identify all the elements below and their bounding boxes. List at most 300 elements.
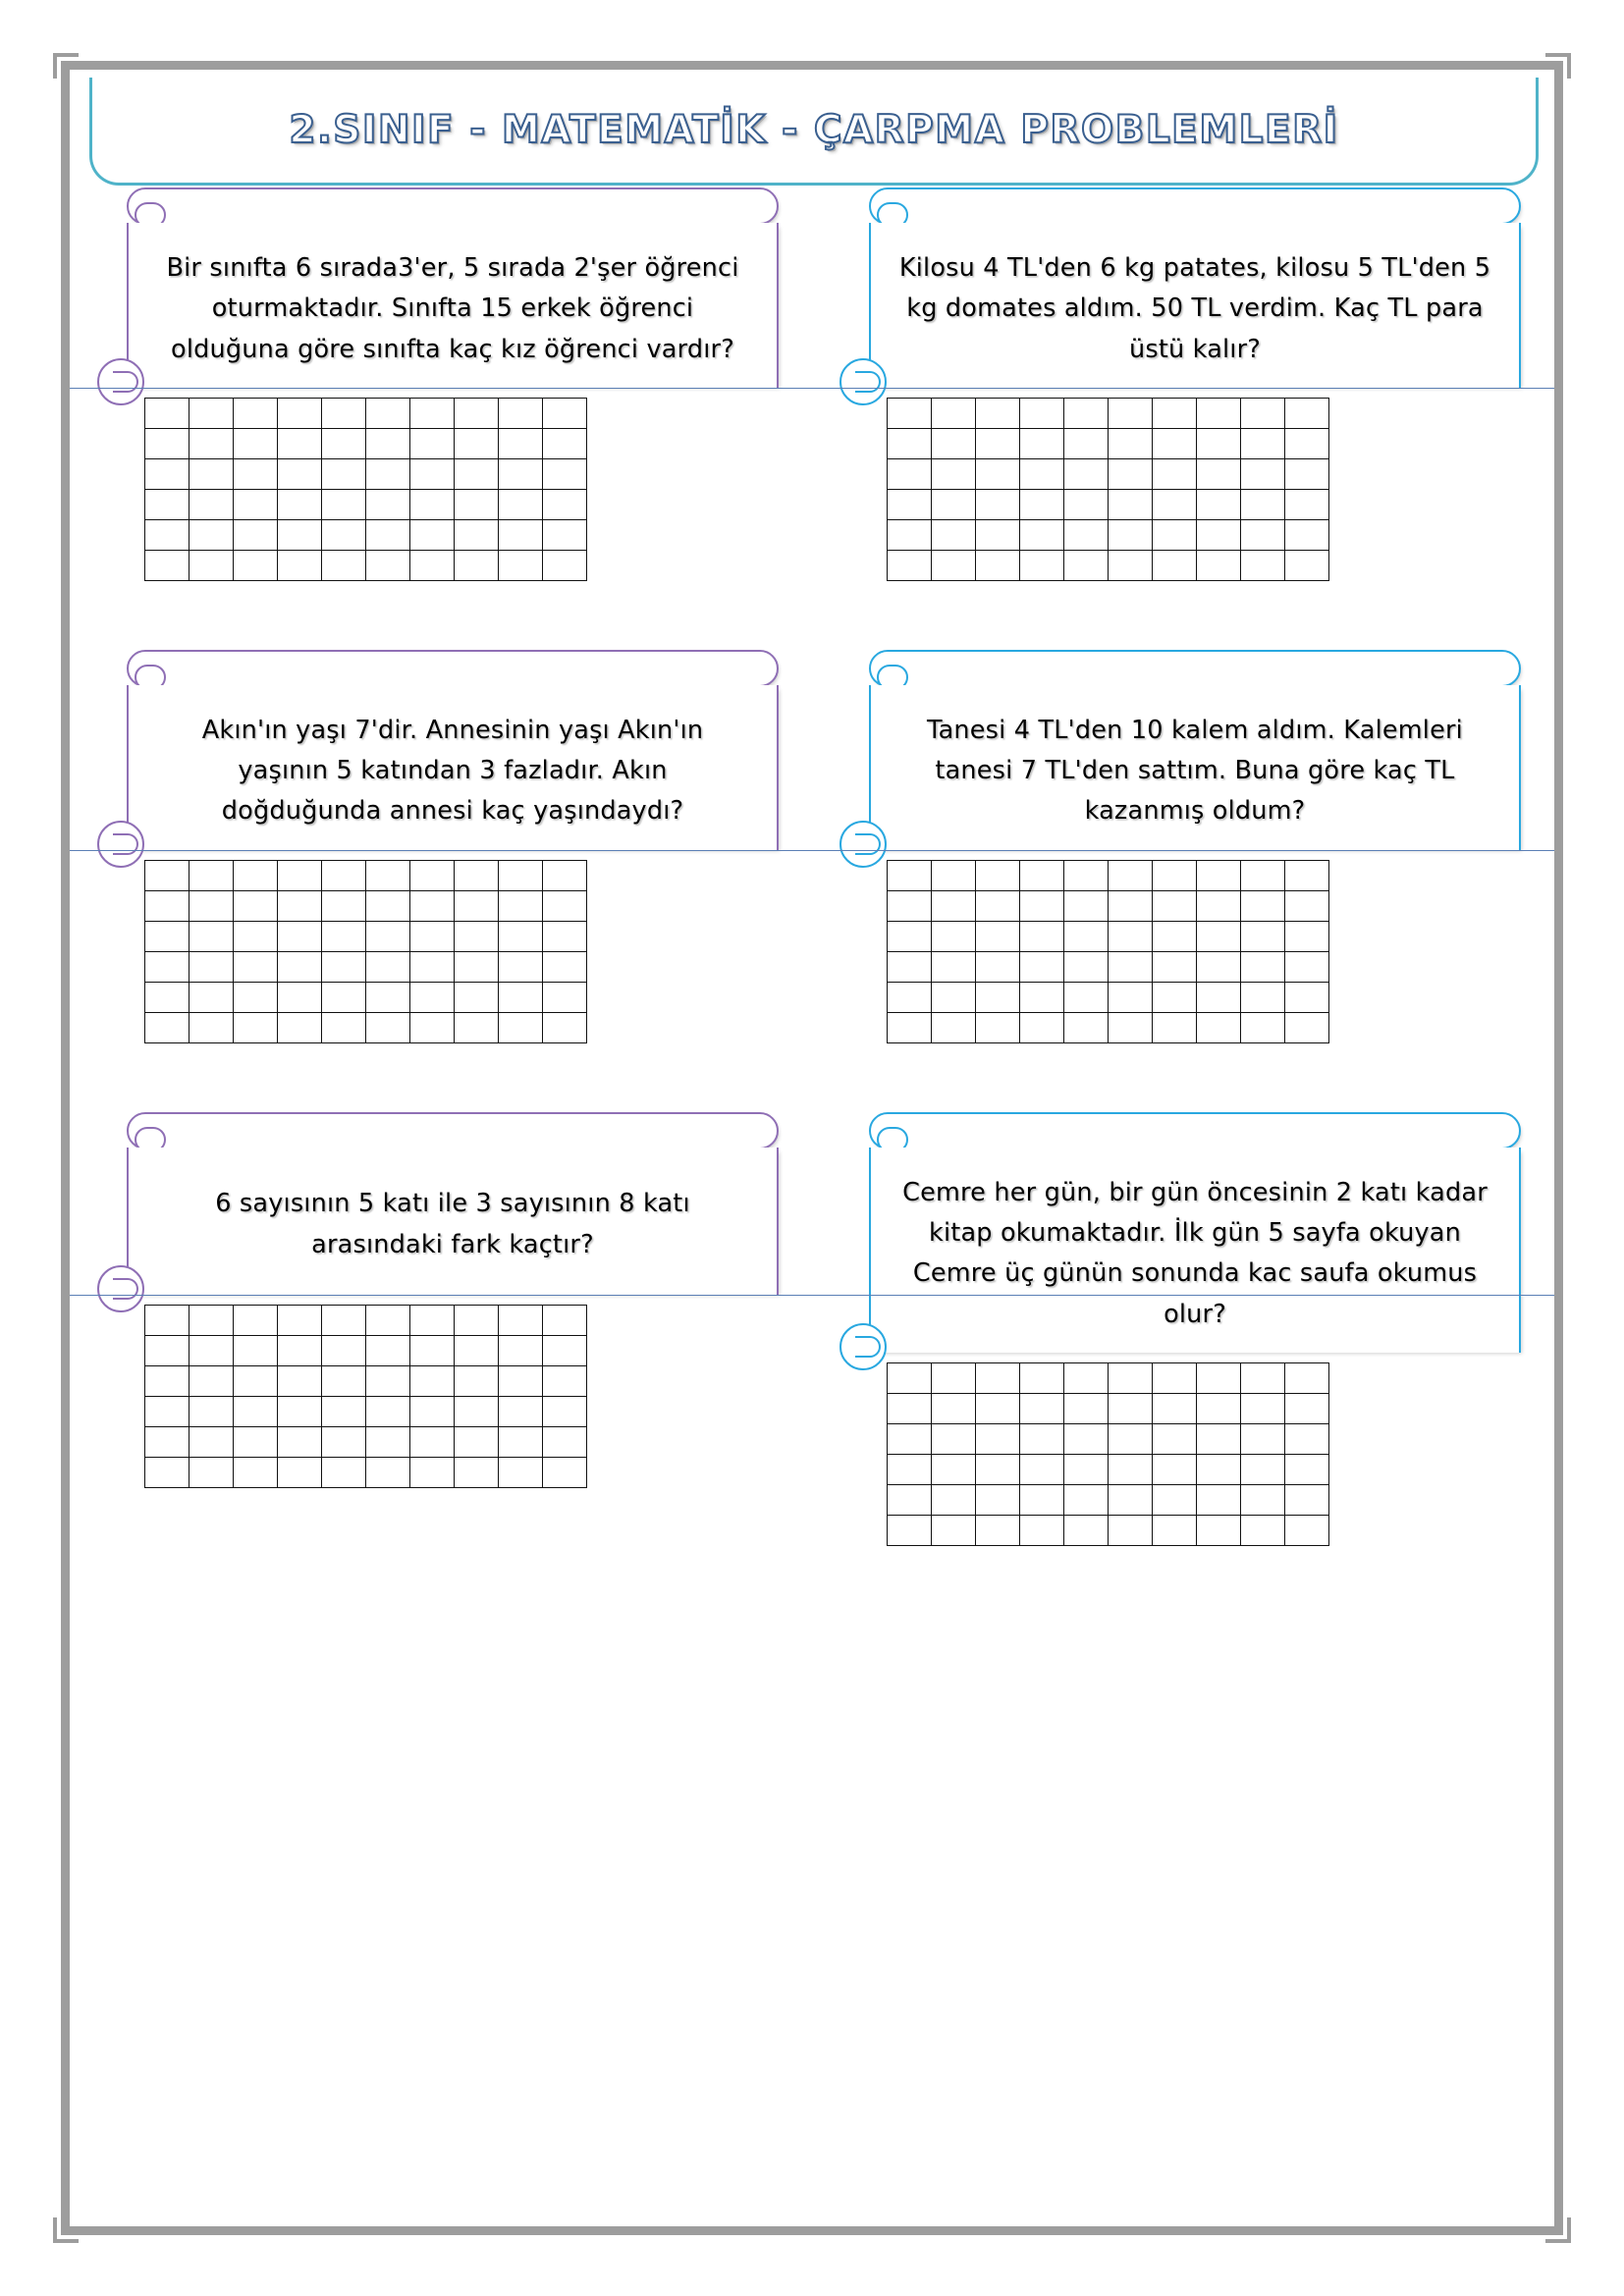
answer-grid-cell[interactable]	[234, 458, 278, 489]
answer-grid-cell[interactable]	[1153, 860, 1197, 890]
answer-grid-cell[interactable]	[499, 1365, 543, 1396]
answer-grid-cell[interactable]	[543, 398, 587, 428]
answer-grid-cell[interactable]	[543, 1305, 587, 1335]
answer-grid-cell[interactable]	[1020, 921, 1064, 951]
answer-grid-cell[interactable]	[499, 890, 543, 921]
answer-grid-cell[interactable]	[234, 398, 278, 428]
answer-grid-cell[interactable]	[1153, 519, 1197, 550]
answer-grid-cell[interactable]	[145, 1457, 189, 1487]
answer-grid-cell[interactable]	[1285, 1423, 1329, 1454]
answer-grid-cell[interactable]	[976, 1454, 1020, 1484]
answer-grid-cell[interactable]	[145, 890, 189, 921]
answer-grid-cell[interactable]	[1285, 982, 1329, 1012]
answer-grid-cell[interactable]	[976, 489, 1020, 519]
answer-grid-cell[interactable]	[543, 458, 587, 489]
answer-grid-cell[interactable]	[1241, 1423, 1285, 1454]
answer-grid-cell[interactable]	[932, 921, 976, 951]
answer-grid-cell[interactable]	[1109, 951, 1153, 982]
answer-grid-cell[interactable]	[543, 951, 587, 982]
answer-grid-cell[interactable]	[499, 951, 543, 982]
answer-grid-cell[interactable]	[1109, 890, 1153, 921]
answer-grid-cell[interactable]	[1285, 1484, 1329, 1515]
answer-grid-cell[interactable]	[1197, 398, 1241, 428]
answer-grid-cell[interactable]	[499, 458, 543, 489]
answer-grid-cell[interactable]	[366, 1335, 410, 1365]
answer-grid-cell[interactable]	[322, 519, 366, 550]
answer-grid-cell[interactable]	[189, 1012, 234, 1042]
answer-grid-cell[interactable]	[1064, 458, 1109, 489]
answer-grid-cell[interactable]	[145, 1305, 189, 1335]
answer-grid-cell[interactable]	[455, 1457, 499, 1487]
answer-grid-cell[interactable]	[976, 398, 1020, 428]
answer-grid-cell[interactable]	[1241, 951, 1285, 982]
answer-grid-cell[interactable]	[278, 1457, 322, 1487]
answer-grid-cell[interactable]	[322, 398, 366, 428]
answer-grid-cell[interactable]	[1285, 860, 1329, 890]
answer-grid-cell[interactable]	[499, 398, 543, 428]
answer-area[interactable]	[111, 850, 779, 1043]
answer-grid-cell[interactable]	[888, 489, 932, 519]
answer-grid-cell[interactable]	[1109, 1484, 1153, 1515]
answer-grid-cell[interactable]	[1197, 550, 1241, 580]
answer-grid-cell[interactable]	[410, 1457, 455, 1487]
answer-grid-cell[interactable]	[278, 550, 322, 580]
answer-grid-cell[interactable]	[932, 1362, 976, 1393]
answer-grid-cell[interactable]	[455, 1335, 499, 1365]
answer-grid-cell[interactable]	[1064, 982, 1109, 1012]
answer-grid-cell[interactable]	[410, 982, 455, 1012]
answer-grid-cell[interactable]	[499, 860, 543, 890]
answer-grid-cell[interactable]	[366, 489, 410, 519]
answer-grid-cell[interactable]	[1285, 1454, 1329, 1484]
answer-grid-cell[interactable]	[1109, 489, 1153, 519]
answer-grid-cell[interactable]	[455, 1012, 499, 1042]
answer-grid-cell[interactable]	[322, 1396, 366, 1426]
answer-grid-cell[interactable]	[366, 951, 410, 982]
answer-grid-cell[interactable]	[322, 982, 366, 1012]
answer-grid-cell[interactable]	[455, 890, 499, 921]
answer-grid-cell[interactable]	[543, 550, 587, 580]
answer-grid-cell[interactable]	[932, 1515, 976, 1545]
answer-grid-cell[interactable]	[410, 428, 455, 458]
answer-grid-cell[interactable]	[455, 951, 499, 982]
answer-grid-cell[interactable]	[1153, 982, 1197, 1012]
answer-grid-cell[interactable]	[189, 1457, 234, 1487]
answer-grid-cell[interactable]	[1020, 890, 1064, 921]
answer-grid-cell[interactable]	[976, 1362, 1020, 1393]
answer-grid-cell[interactable]	[1197, 489, 1241, 519]
answer-grid-cell[interactable]	[366, 1457, 410, 1487]
answer-grid-cell[interactable]	[322, 951, 366, 982]
answer-grid-cell[interactable]	[499, 489, 543, 519]
answer-grid-cell[interactable]	[189, 1335, 234, 1365]
answer-grid-cell[interactable]	[1285, 398, 1329, 428]
answer-grid-cell[interactable]	[932, 1423, 976, 1454]
answer-grid-cell[interactable]	[888, 1362, 932, 1393]
answer-grid-cell[interactable]	[189, 1365, 234, 1396]
answer-grid-cell[interactable]	[1241, 398, 1285, 428]
answer-grid-cell[interactable]	[1109, 519, 1153, 550]
answer-grid-cell[interactable]	[322, 1012, 366, 1042]
answer-grid-cell[interactable]	[888, 982, 932, 1012]
answer-grid-cell[interactable]	[976, 1515, 1020, 1545]
answer-grid-cell[interactable]	[278, 890, 322, 921]
answer-grid-cell[interactable]	[888, 921, 932, 951]
answer-grid-cell[interactable]	[1241, 519, 1285, 550]
answer-grid-cell[interactable]	[1020, 428, 1064, 458]
answer-grid-cell[interactable]	[1109, 860, 1153, 890]
answer-grid-cell[interactable]	[278, 398, 322, 428]
answer-grid-cell[interactable]	[543, 1012, 587, 1042]
answer-grid-cell[interactable]	[410, 1365, 455, 1396]
answer-grid[interactable]	[144, 1305, 587, 1488]
answer-grid-cell[interactable]	[1241, 890, 1285, 921]
answer-grid-cell[interactable]	[1285, 951, 1329, 982]
answer-grid-cell[interactable]	[1153, 1012, 1197, 1042]
answer-area[interactable]	[853, 388, 1521, 581]
answer-grid-cell[interactable]	[1020, 1012, 1064, 1042]
answer-grid-cell[interactable]	[1020, 1423, 1064, 1454]
answer-grid-cell[interactable]	[278, 982, 322, 1012]
answer-grid-cell[interactable]	[976, 1423, 1020, 1454]
answer-grid-cell[interactable]	[1109, 921, 1153, 951]
answer-grid-cell[interactable]	[1241, 1362, 1285, 1393]
answer-grid-cell[interactable]	[1153, 951, 1197, 982]
answer-grid-cell[interactable]	[366, 1396, 410, 1426]
answer-grid-cell[interactable]	[455, 519, 499, 550]
answer-grid-cell[interactable]	[499, 1335, 543, 1365]
answer-grid-cell[interactable]	[145, 860, 189, 890]
answer-grid-cell[interactable]	[1285, 519, 1329, 550]
answer-grid-cell[interactable]	[1197, 1012, 1241, 1042]
answer-grid-cell[interactable]	[189, 458, 234, 489]
answer-grid-cell[interactable]	[499, 1426, 543, 1457]
answer-grid-cell[interactable]	[278, 1365, 322, 1396]
answer-grid-cell[interactable]	[410, 1305, 455, 1335]
answer-grid-cell[interactable]	[932, 1012, 976, 1042]
answer-grid-cell[interactable]	[145, 1426, 189, 1457]
answer-grid-cell[interactable]	[278, 1396, 322, 1426]
answer-grid-cell[interactable]	[366, 860, 410, 890]
answer-grid-cell[interactable]	[145, 489, 189, 519]
answer-grid-cell[interactable]	[455, 398, 499, 428]
answer-grid-cell[interactable]	[366, 1305, 410, 1335]
answer-grid-cell[interactable]	[1109, 428, 1153, 458]
answer-grid-cell[interactable]	[455, 428, 499, 458]
answer-grid-cell[interactable]	[976, 458, 1020, 489]
answer-area[interactable]	[853, 1353, 1521, 1546]
answer-grid-cell[interactable]	[1109, 1362, 1153, 1393]
answer-grid-cell[interactable]	[499, 1305, 543, 1335]
answer-grid-cell[interactable]	[543, 890, 587, 921]
answer-grid-cell[interactable]	[278, 1305, 322, 1335]
answer-grid-cell[interactable]	[1064, 519, 1109, 550]
answer-grid-cell[interactable]	[1020, 860, 1064, 890]
answer-grid[interactable]	[887, 1362, 1329, 1546]
answer-grid[interactable]	[144, 860, 587, 1043]
answer-grid-cell[interactable]	[322, 1426, 366, 1457]
answer-grid-cell[interactable]	[932, 1393, 976, 1423]
answer-grid-cell[interactable]	[455, 1305, 499, 1335]
answer-grid-cell[interactable]	[366, 398, 410, 428]
answer-grid-cell[interactable]	[976, 550, 1020, 580]
answer-grid-cell[interactable]	[455, 458, 499, 489]
answer-grid-cell[interactable]	[1197, 1515, 1241, 1545]
answer-grid-cell[interactable]	[410, 519, 455, 550]
answer-grid-cell[interactable]	[322, 1365, 366, 1396]
answer-grid-cell[interactable]	[1241, 550, 1285, 580]
answer-grid-cell[interactable]	[234, 951, 278, 982]
answer-grid-cell[interactable]	[976, 428, 1020, 458]
answer-grid-cell[interactable]	[189, 860, 234, 890]
answer-grid-cell[interactable]	[366, 550, 410, 580]
answer-grid-cell[interactable]	[278, 860, 322, 890]
answer-grid-cell[interactable]	[1241, 1454, 1285, 1484]
answer-grid-cell[interactable]	[278, 489, 322, 519]
answer-grid-cell[interactable]	[1285, 1515, 1329, 1545]
answer-grid-cell[interactable]	[888, 458, 932, 489]
answer-grid-cell[interactable]	[1153, 1515, 1197, 1545]
answer-grid-cell[interactable]	[189, 1426, 234, 1457]
answer-grid-cell[interactable]	[1064, 428, 1109, 458]
answer-grid-cell[interactable]	[1285, 489, 1329, 519]
answer-grid-cell[interactable]	[1020, 951, 1064, 982]
answer-grid-cell[interactable]	[499, 982, 543, 1012]
answer-grid-cell[interactable]	[1064, 1012, 1109, 1042]
answer-grid-cell[interactable]	[366, 519, 410, 550]
answer-grid-cell[interactable]	[1241, 458, 1285, 489]
answer-grid-cell[interactable]	[1241, 982, 1285, 1012]
answer-grid-cell[interactable]	[1020, 1515, 1064, 1545]
answer-grid-cell[interactable]	[1197, 519, 1241, 550]
answer-grid-cell[interactable]	[189, 398, 234, 428]
answer-grid-cell[interactable]	[1020, 1454, 1064, 1484]
answer-grid-cell[interactable]	[976, 1484, 1020, 1515]
answer-grid-cell[interactable]	[1197, 982, 1241, 1012]
answer-grid-cell[interactable]	[499, 519, 543, 550]
answer-grid-cell[interactable]	[410, 860, 455, 890]
answer-grid-cell[interactable]	[1020, 982, 1064, 1012]
answer-grid-cell[interactable]	[234, 890, 278, 921]
answer-grid-cell[interactable]	[543, 1426, 587, 1457]
answer-grid-cell[interactable]	[888, 519, 932, 550]
answer-grid-cell[interactable]	[888, 1423, 932, 1454]
answer-grid-cell[interactable]	[410, 1426, 455, 1457]
answer-grid-cell[interactable]	[145, 921, 189, 951]
answer-grid-cell[interactable]	[976, 519, 1020, 550]
answer-grid-cell[interactable]	[888, 951, 932, 982]
answer-grid-cell[interactable]	[278, 951, 322, 982]
answer-grid-cell[interactable]	[543, 428, 587, 458]
answer-grid-cell[interactable]	[234, 1396, 278, 1426]
answer-grid-cell[interactable]	[932, 1484, 976, 1515]
answer-grid-cell[interactable]	[932, 428, 976, 458]
answer-grid-cell[interactable]	[932, 489, 976, 519]
answer-grid-cell[interactable]	[455, 921, 499, 951]
answer-grid-cell[interactable]	[1153, 398, 1197, 428]
answer-grid-cell[interactable]	[234, 1012, 278, 1042]
answer-grid-cell[interactable]	[145, 951, 189, 982]
answer-grid-cell[interactable]	[1109, 1393, 1153, 1423]
answer-grid-cell[interactable]	[278, 921, 322, 951]
answer-grid-cell[interactable]	[1064, 1454, 1109, 1484]
answer-grid-cell[interactable]	[322, 860, 366, 890]
answer-grid[interactable]	[887, 860, 1329, 1043]
answer-grid-cell[interactable]	[366, 982, 410, 1012]
answer-grid-cell[interactable]	[455, 1396, 499, 1426]
answer-grid-cell[interactable]	[1241, 428, 1285, 458]
answer-grid-cell[interactable]	[976, 860, 1020, 890]
answer-grid-cell[interactable]	[278, 458, 322, 489]
answer-grid-cell[interactable]	[1109, 550, 1153, 580]
answer-grid-cell[interactable]	[543, 1365, 587, 1396]
answer-grid-cell[interactable]	[189, 550, 234, 580]
answer-grid-cell[interactable]	[932, 398, 976, 428]
answer-grid-cell[interactable]	[976, 1393, 1020, 1423]
answer-grid-cell[interactable]	[455, 860, 499, 890]
answer-grid-cell[interactable]	[499, 1012, 543, 1042]
answer-grid-cell[interactable]	[1153, 1423, 1197, 1454]
answer-grid-cell[interactable]	[234, 1365, 278, 1396]
answer-grid-cell[interactable]	[278, 1335, 322, 1365]
answer-grid-cell[interactable]	[1109, 1423, 1153, 1454]
answer-grid-cell[interactable]	[1109, 982, 1153, 1012]
answer-grid-cell[interactable]	[234, 550, 278, 580]
answer-grid-cell[interactable]	[1197, 1484, 1241, 1515]
answer-grid-cell[interactable]	[366, 1365, 410, 1396]
answer-grid-cell[interactable]	[145, 458, 189, 489]
answer-grid-cell[interactable]	[1197, 428, 1241, 458]
answer-grid-cell[interactable]	[543, 489, 587, 519]
answer-grid-cell[interactable]	[234, 519, 278, 550]
answer-grid-cell[interactable]	[410, 1396, 455, 1426]
answer-grid-cell[interactable]	[145, 550, 189, 580]
answer-grid-cell[interactable]	[1064, 1484, 1109, 1515]
answer-grid-cell[interactable]	[932, 1454, 976, 1484]
answer-grid-cell[interactable]	[932, 519, 976, 550]
answer-grid-cell[interactable]	[455, 489, 499, 519]
answer-grid-cell[interactable]	[455, 1365, 499, 1396]
answer-grid-cell[interactable]	[1197, 1393, 1241, 1423]
answer-grid-cell[interactable]	[455, 550, 499, 580]
answer-grid-cell[interactable]	[322, 890, 366, 921]
answer-grid-cell[interactable]	[1064, 890, 1109, 921]
answer-grid-cell[interactable]	[234, 1426, 278, 1457]
answer-grid-cell[interactable]	[888, 1515, 932, 1545]
answer-grid-cell[interactable]	[1020, 458, 1064, 489]
answer-grid-cell[interactable]	[145, 1365, 189, 1396]
answer-grid-cell[interactable]	[1197, 860, 1241, 890]
answer-grid-cell[interactable]	[189, 982, 234, 1012]
answer-grid-cell[interactable]	[932, 860, 976, 890]
answer-grid-cell[interactable]	[543, 1335, 587, 1365]
answer-grid-cell[interactable]	[322, 428, 366, 458]
answer-grid-cell[interactable]	[976, 982, 1020, 1012]
answer-grid-cell[interactable]	[366, 890, 410, 921]
answer-grid-cell[interactable]	[1285, 1393, 1329, 1423]
answer-grid-cell[interactable]	[322, 550, 366, 580]
answer-grid-cell[interactable]	[543, 860, 587, 890]
answer-grid-cell[interactable]	[932, 890, 976, 921]
answer-grid-cell[interactable]	[189, 951, 234, 982]
answer-grid-cell[interactable]	[888, 1484, 932, 1515]
answer-grid-cell[interactable]	[543, 1396, 587, 1426]
answer-grid-cell[interactable]	[1020, 1484, 1064, 1515]
answer-grid-cell[interactable]	[1285, 1012, 1329, 1042]
answer-grid-cell[interactable]	[322, 921, 366, 951]
answer-grid-cell[interactable]	[234, 921, 278, 951]
answer-grid-cell[interactable]	[932, 951, 976, 982]
answer-grid-cell[interactable]	[1153, 550, 1197, 580]
answer-grid-cell[interactable]	[1285, 1362, 1329, 1393]
answer-grid-cell[interactable]	[1064, 1515, 1109, 1545]
answer-grid-cell[interactable]	[1109, 1012, 1153, 1042]
answer-grid-cell[interactable]	[455, 982, 499, 1012]
answer-grid-cell[interactable]	[1153, 489, 1197, 519]
answer-grid-cell[interactable]	[888, 428, 932, 458]
answer-grid-cell[interactable]	[322, 1335, 366, 1365]
answer-grid-cell[interactable]	[1153, 458, 1197, 489]
answer-grid-cell[interactable]	[366, 1012, 410, 1042]
answer-grid-cell[interactable]	[410, 921, 455, 951]
answer-grid-cell[interactable]	[410, 398, 455, 428]
answer-grid-cell[interactable]	[189, 1396, 234, 1426]
answer-grid-cell[interactable]	[1197, 951, 1241, 982]
answer-grid-cell[interactable]	[1285, 550, 1329, 580]
answer-grid-cell[interactable]	[1241, 1515, 1285, 1545]
answer-grid-cell[interactable]	[234, 1335, 278, 1365]
answer-grid-cell[interactable]	[366, 921, 410, 951]
answer-grid-cell[interactable]	[455, 1426, 499, 1457]
answer-grid-cell[interactable]	[278, 428, 322, 458]
answer-grid-cell[interactable]	[1285, 890, 1329, 921]
answer-grid-cell[interactable]	[932, 550, 976, 580]
answer-grid-cell[interactable]	[1109, 458, 1153, 489]
answer-grid-cell[interactable]	[410, 550, 455, 580]
answer-grid-cell[interactable]	[366, 458, 410, 489]
answer-grid-cell[interactable]	[1197, 458, 1241, 489]
answer-grid-cell[interactable]	[234, 860, 278, 890]
answer-grid-cell[interactable]	[1153, 1393, 1197, 1423]
answer-grid-cell[interactable]	[189, 921, 234, 951]
answer-grid-cell[interactable]	[499, 550, 543, 580]
answer-grid-cell[interactable]	[1153, 1484, 1197, 1515]
answer-grid-cell[interactable]	[1020, 550, 1064, 580]
answer-grid-cell[interactable]	[410, 1012, 455, 1042]
answer-area[interactable]	[111, 388, 779, 581]
answer-grid-cell[interactable]	[234, 1305, 278, 1335]
answer-grid-cell[interactable]	[410, 489, 455, 519]
answer-grid-cell[interactable]	[1241, 1484, 1285, 1515]
answer-grid-cell[interactable]	[189, 519, 234, 550]
answer-grid-cell[interactable]	[1064, 860, 1109, 890]
answer-grid-cell[interactable]	[499, 1457, 543, 1487]
answer-grid-cell[interactable]	[189, 1305, 234, 1335]
answer-grid-cell[interactable]	[888, 890, 932, 921]
answer-grid-cell[interactable]	[1020, 398, 1064, 428]
answer-grid-cell[interactable]	[888, 860, 932, 890]
answer-grid-cell[interactable]	[1020, 1393, 1064, 1423]
answer-grid-cell[interactable]	[1241, 860, 1285, 890]
answer-grid-cell[interactable]	[145, 1012, 189, 1042]
answer-grid-cell[interactable]	[976, 921, 1020, 951]
answer-grid-cell[interactable]	[1020, 1362, 1064, 1393]
answer-grid-cell[interactable]	[543, 1457, 587, 1487]
answer-grid-cell[interactable]	[145, 982, 189, 1012]
answer-grid-cell[interactable]	[322, 489, 366, 519]
answer-grid-cell[interactable]	[1064, 951, 1109, 982]
answer-grid-cell[interactable]	[976, 951, 1020, 982]
